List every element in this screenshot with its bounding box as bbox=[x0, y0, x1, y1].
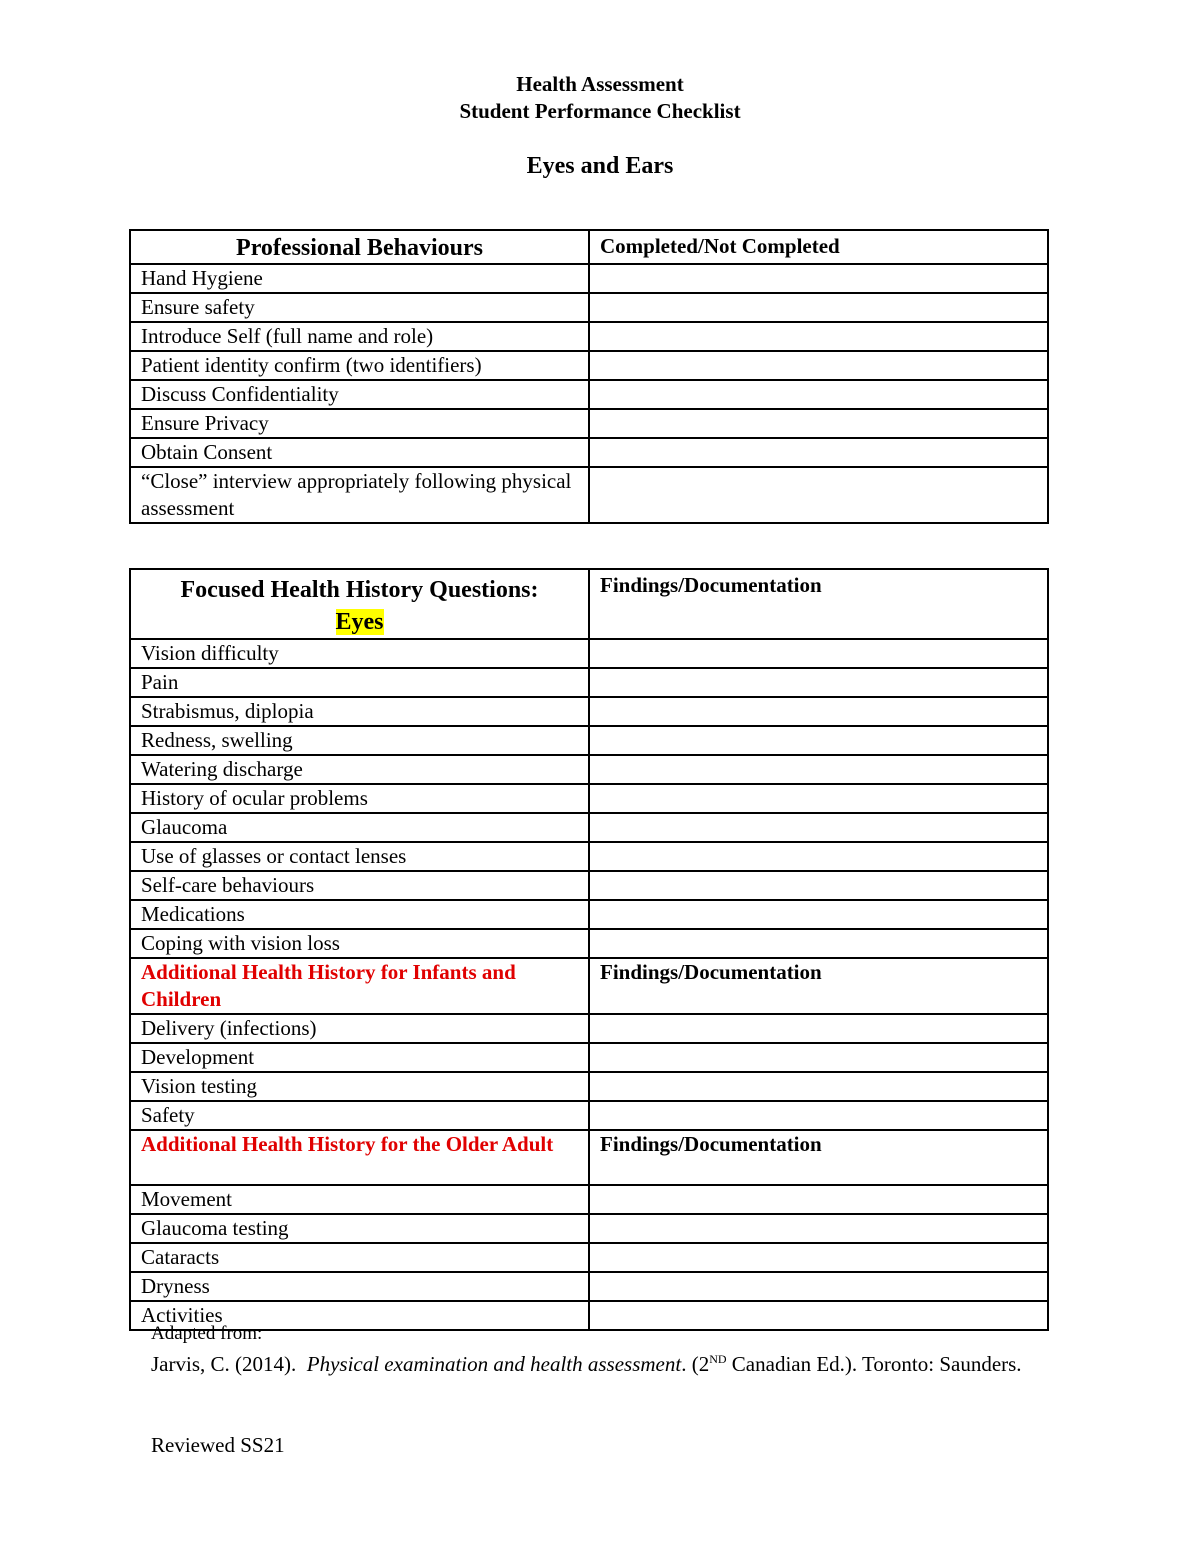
findings-cell[interactable] bbox=[589, 1043, 1048, 1072]
health-history-table bbox=[129, 568, 1049, 1331]
row-label: Discuss Confidentiality bbox=[130, 380, 589, 409]
table-row bbox=[130, 1214, 1048, 1243]
findings-cell[interactable] bbox=[589, 726, 1048, 755]
findings-cell[interactable] bbox=[589, 668, 1048, 697]
table-row bbox=[130, 871, 1048, 900]
citation-superscript: ND bbox=[709, 1352, 727, 1366]
doc-header-line2: Student Performance Checklist bbox=[459, 99, 741, 123]
findings-cell[interactable] bbox=[589, 1185, 1048, 1214]
citation-edition-prefix: . (2 bbox=[681, 1352, 710, 1376]
table-row bbox=[130, 1243, 1048, 1272]
row-label: Vision difficulty bbox=[130, 639, 589, 668]
column-header-questions bbox=[130, 569, 589, 639]
citation bbox=[151, 1345, 1041, 1378]
completed-cell[interactable] bbox=[589, 351, 1048, 380]
completed-cell[interactable] bbox=[589, 438, 1048, 467]
findings-cell[interactable] bbox=[589, 639, 1048, 668]
row-label: Cataracts bbox=[130, 1243, 589, 1272]
reviewed-note: Reviewed SS21 bbox=[151, 1433, 285, 1457]
findings-cell[interactable] bbox=[589, 1014, 1048, 1043]
table-row bbox=[130, 784, 1048, 813]
findings-cell[interactable] bbox=[589, 784, 1048, 813]
row-label: “Close” interview appropriately following physical assessment bbox=[130, 467, 589, 523]
completed-cell[interactable] bbox=[589, 467, 1048, 523]
section-header-row-older-adult bbox=[130, 1130, 1048, 1185]
citation-title: Physical examination and health assessment bbox=[306, 1352, 682, 1376]
row-label: Self-care behaviours bbox=[130, 871, 589, 900]
findings-cell[interactable] bbox=[589, 755, 1048, 784]
row-label: Redness, swelling bbox=[130, 726, 589, 755]
row-label: Pain bbox=[130, 668, 589, 697]
table-row bbox=[130, 755, 1048, 784]
section-header-row-infants bbox=[130, 958, 1048, 1014]
findings-cell[interactable] bbox=[589, 842, 1048, 871]
table-row bbox=[130, 1185, 1048, 1214]
section-findings-header-infants: Findings/Documentation bbox=[589, 958, 1048, 1014]
section-findings-header-older-adult: Findings/Documentation bbox=[589, 1130, 1048, 1185]
table-row bbox=[130, 438, 1048, 467]
table-row bbox=[130, 1043, 1048, 1072]
row-label: Dryness bbox=[130, 1272, 589, 1301]
completed-cell[interactable] bbox=[589, 409, 1048, 438]
row-label: Delivery (infections) bbox=[130, 1014, 589, 1043]
table-row bbox=[130, 1272, 1048, 1301]
column-header-behaviours: Professional Behaviours bbox=[130, 230, 589, 264]
findings-cell[interactable] bbox=[589, 1072, 1048, 1101]
findings-cell[interactable] bbox=[589, 929, 1048, 958]
completed-cell[interactable] bbox=[589, 322, 1048, 351]
row-label: Activities bbox=[130, 1301, 589, 1330]
column-header-completed: Completed/Not Completed bbox=[589, 230, 1048, 264]
row-label: Glaucoma bbox=[130, 813, 589, 842]
findings-cell[interactable] bbox=[589, 1214, 1048, 1243]
table-header-row bbox=[130, 230, 1048, 264]
table-row bbox=[130, 842, 1048, 871]
row-label: History of ocular problems bbox=[130, 784, 589, 813]
row-label: Safety bbox=[130, 1101, 589, 1130]
table-row bbox=[130, 1014, 1048, 1043]
findings-cell[interactable] bbox=[589, 1272, 1048, 1301]
completed-cell[interactable] bbox=[589, 380, 1048, 409]
row-label: Ensure Privacy bbox=[130, 409, 589, 438]
completed-cell[interactable] bbox=[589, 293, 1048, 322]
professional-behaviours-table bbox=[129, 229, 1049, 524]
table-row bbox=[130, 726, 1048, 755]
row-label: Watering discharge bbox=[130, 755, 589, 784]
column-header-findings: Findings/Documentation bbox=[589, 569, 1048, 639]
findings-cell[interactable] bbox=[589, 1301, 1048, 1330]
adapted-from-label: Adapted from: bbox=[151, 1323, 263, 1344]
citation-publisher: Canadian Ed.). Toronto: Saunders. bbox=[726, 1352, 1022, 1376]
table-row bbox=[130, 409, 1048, 438]
citation-author: Jarvis, C. (2014). bbox=[151, 1352, 297, 1376]
table-row bbox=[130, 1101, 1048, 1130]
findings-cell[interactable] bbox=[589, 871, 1048, 900]
row-label: Vision testing bbox=[130, 1072, 589, 1101]
header-eyes-highlight: Eyes bbox=[335, 609, 384, 635]
row-label: Introduce Self (full name and role) bbox=[130, 322, 589, 351]
table-row bbox=[130, 900, 1048, 929]
header-questions-text: Focused Health History Questions: bbox=[180, 577, 539, 603]
table-row bbox=[130, 293, 1048, 322]
findings-cell[interactable] bbox=[589, 813, 1048, 842]
completed-cell[interactable] bbox=[589, 264, 1048, 293]
table-row bbox=[130, 929, 1048, 958]
section-heading-infants: Additional Health History for Infants and Children bbox=[130, 958, 589, 1014]
page-title: Eyes and Ears bbox=[526, 153, 674, 179]
row-label: Glaucoma testing bbox=[130, 1214, 589, 1243]
row-label: Ensure safety bbox=[130, 293, 589, 322]
row-label: Coping with vision loss bbox=[130, 929, 589, 958]
findings-cell[interactable] bbox=[589, 1101, 1048, 1130]
row-label: Development bbox=[130, 1043, 589, 1072]
row-label: Patient identity confirm (two identifiers) bbox=[130, 351, 589, 380]
table-row bbox=[130, 467, 1048, 523]
doc-header-line1: Health Assessment bbox=[516, 72, 684, 96]
row-label: Strabismus, diplopia bbox=[130, 697, 589, 726]
findings-cell[interactable] bbox=[589, 900, 1048, 929]
table-row bbox=[130, 380, 1048, 409]
table-row bbox=[130, 813, 1048, 842]
findings-cell[interactable] bbox=[589, 697, 1048, 726]
table-row bbox=[130, 697, 1048, 726]
row-label: Use of glasses or contact lenses bbox=[130, 842, 589, 871]
table-row bbox=[130, 1072, 1048, 1101]
table-header-row bbox=[130, 569, 1048, 639]
row-label: Hand Hygiene bbox=[130, 264, 589, 293]
table-row bbox=[130, 668, 1048, 697]
table-row bbox=[130, 1301, 1048, 1330]
row-label: Movement bbox=[130, 1185, 589, 1214]
row-label: Medications bbox=[130, 900, 589, 929]
table-row bbox=[130, 639, 1048, 668]
section-heading-older-adult: Additional Health History for the Older Adult bbox=[130, 1130, 589, 1185]
table-row bbox=[130, 322, 1048, 351]
row-label: Obtain Consent bbox=[130, 438, 589, 467]
table-row bbox=[130, 264, 1048, 293]
table-row bbox=[130, 351, 1048, 380]
findings-cell[interactable] bbox=[589, 1243, 1048, 1272]
